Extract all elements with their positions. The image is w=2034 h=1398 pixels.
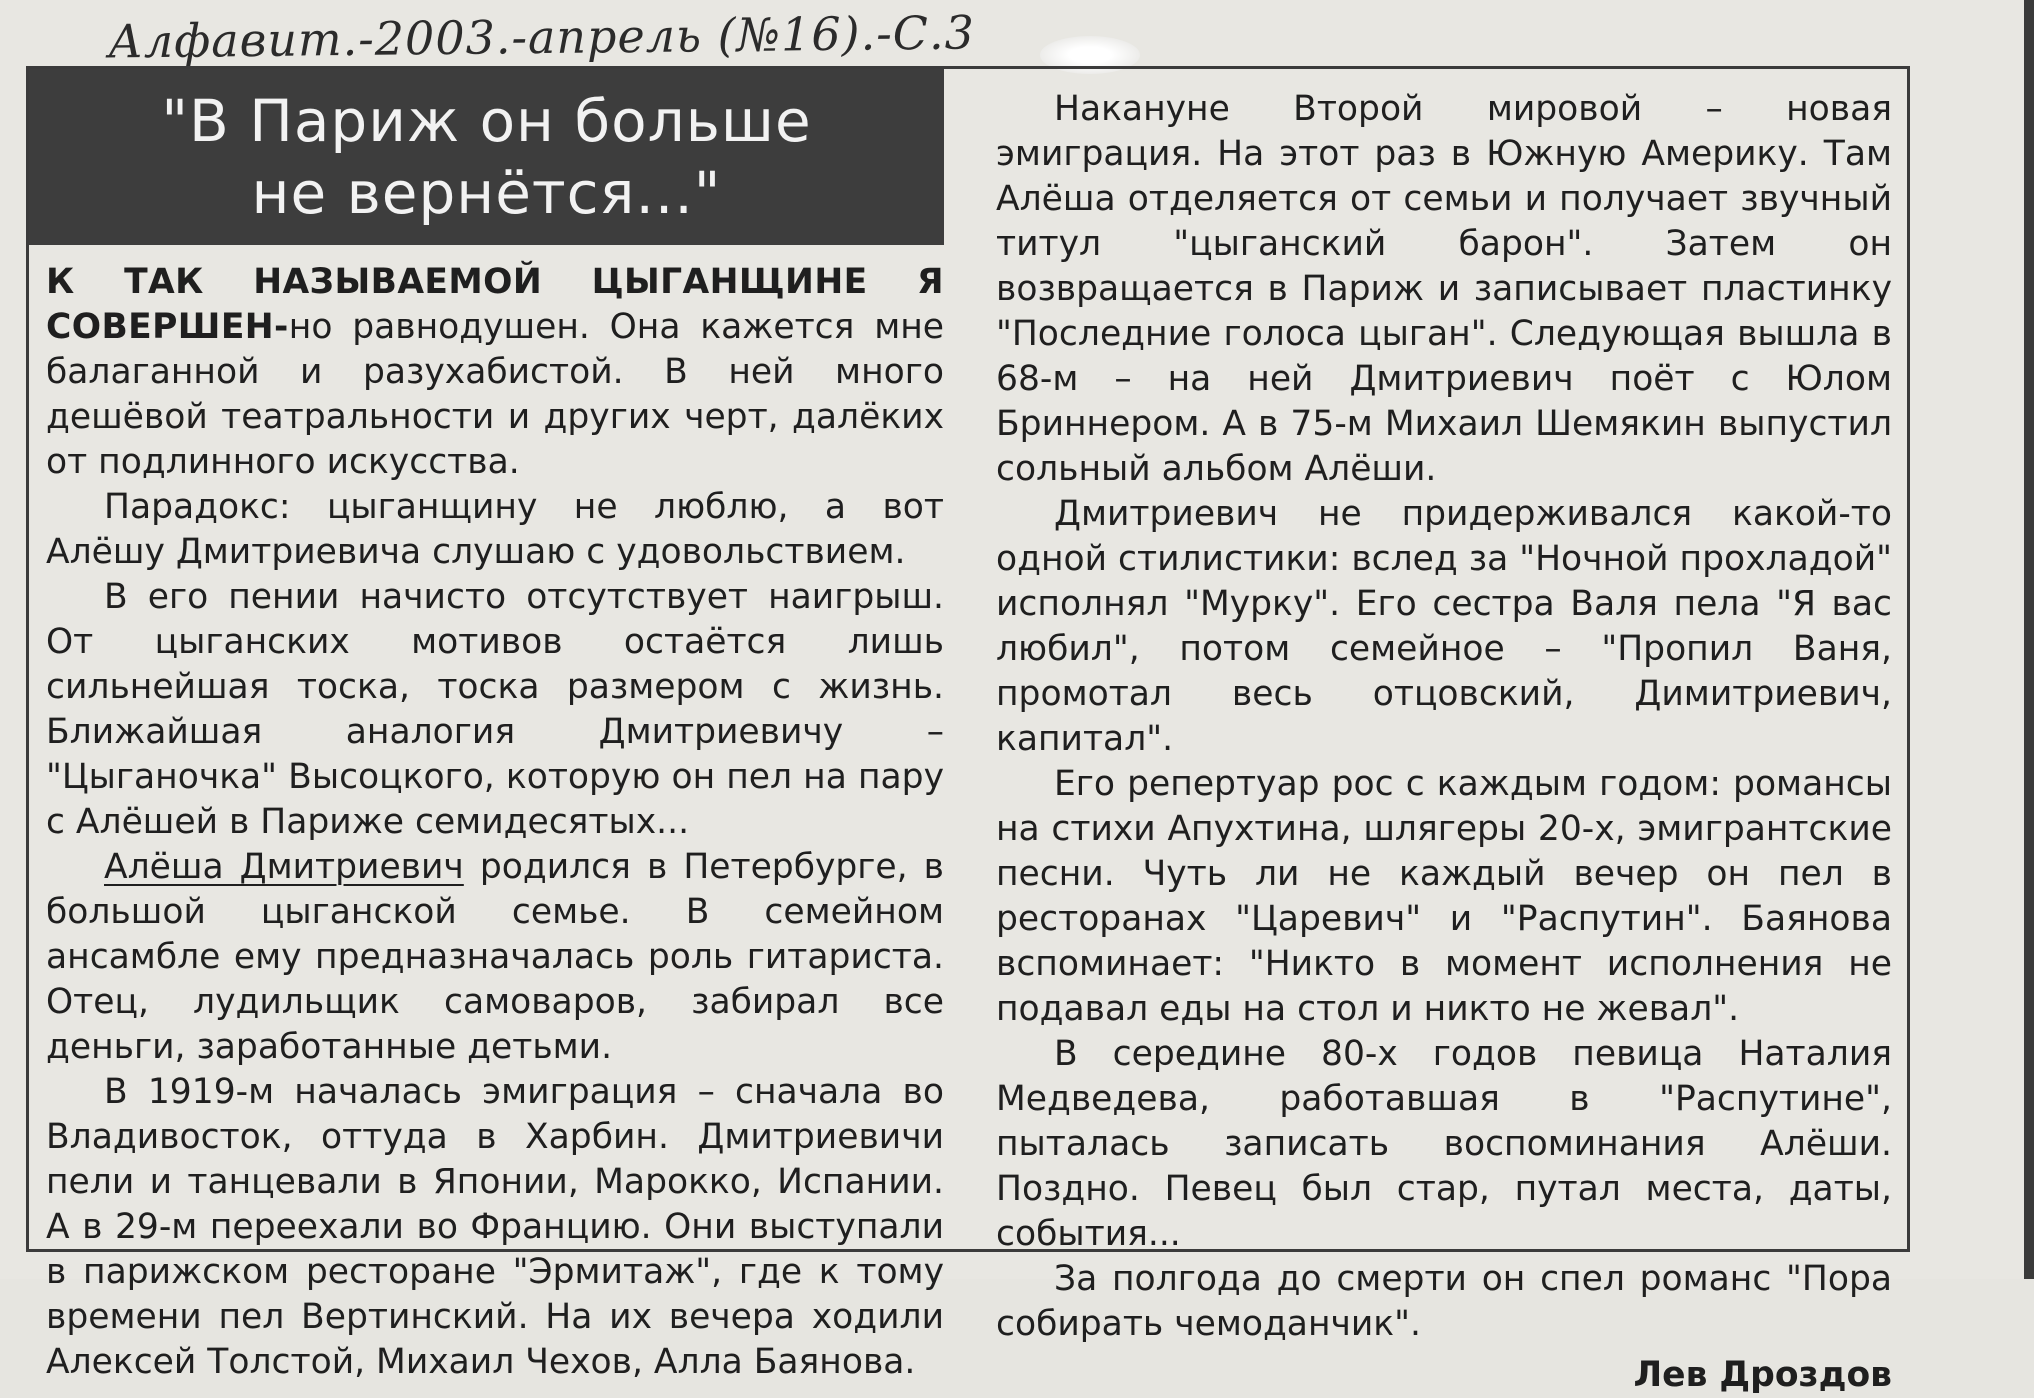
paragraph: В 1919-м началась эмиграция – сначала во Владивосток, оттуда в Харбин. Дмитриевичи пели и танцевали в Японии, Марокко, Испании. А в 29-м переехали во Францию. Они выступали в парижском ресторане "Эрмитаж", где к тому времени пел Вертинский. На их вечера ходили Алексей Толстой, Михаил Чехов, Алла Баянова. <box>46 1072 944 1382</box>
author-byline: Лев Дроздов <box>1633 1355 1892 1395</box>
paragraph: Его репертуар рос с каждым годом: романсы на стихи Апухтина, шлягеры 20-х, эмигрантские песни. Чуть ли не каждый вечер он пел в ресторанах "Царевич" и "Распутин". Баянова вспоминает: "Никто в момент исполнения не подавал еды на стол и никто не жевал". <box>996 764 1892 1029</box>
article-headline <box>29 69 944 245</box>
paragraph <box>46 845 944 1070</box>
paragraph: Парадокс: цыганщину не люблю, а вот Алёшу Дмитриевича слушаю с удовольствием. <box>46 487 944 572</box>
paragraph: Накануне Второй мировой – новая эмиграция. На этот раз в Южную Америку. Там Алёша отделяется от семьи и получает звучный титул "цыганский барон". Затем он возвращается в Париж и записывает пластинку "Последние голоса цыган". Следующая вышла в 68-м – на ней Дмитриевич поёт с Юлом Бриннером. А в 75-м Михаил Шемякин выпустил сольный альбом Алёши. <box>996 89 1892 489</box>
scan-edge <box>2024 0 2034 1279</box>
paragraph: В его пении начисто отсутствует наигрыш. От цыганских мотивов остаётся лишь сильнейшая тоска, тоска размером с жизнь. Ближайшая аналогия Дмитриевичу – "Цыганочка" Высоцкого, которую он пел на пару с Алёшей в Париже семидесятых... <box>46 577 944 842</box>
left-column <box>46 260 944 1385</box>
paragraph-lead <box>46 260 944 485</box>
handwritten-source-note: Алфавит.-2003.-апрель (№16).-С.3 <box>107 5 976 69</box>
paragraph-rest: родился в Петербурге, в большой цыганской семье. В семейном ансамбле ему предназначалась роль гитариста. Отец, лудильщик самоваров, забирал все деньги, заработанные детьми. <box>46 847 944 1067</box>
paragraph: За полгода до смерти он спел романс "Пора собирать чемоданчик". <box>996 1259 1892 1344</box>
lead-caps: К ТАК НАЗЫВАЕМОЙ ЦЫГАНЩИНЕ Я СОВЕРШЕН- <box>46 262 944 347</box>
right-column <box>996 87 1892 1398</box>
paragraph: Дмитриевич не придерживался какой-то одной стилистики: вслед за "Ночной прохладой" исполнял "Мурку". Его сестра Валя пела "Я вас любил", потом семейное – "Пропил Ваня, промотал весь отцовский, Димитриевич, капитал". <box>996 494 1892 759</box>
headline-line-2: не вернётся..." <box>251 159 722 227</box>
headline-line-1: "В Париж он больше <box>161 87 812 155</box>
paragraph: В середине 80-х годов певица Наталия Медведева, работавшая в "Распутине", пыталась записать воспоминания Алёши. Поздно. Певец был стар, путал места, даты, события... <box>996 1034 1892 1254</box>
lead-rest: но равнодушен. Она кажется мне балаганной и разухабистой. В ней много дешёвой театральности и других черт, далёких от подлинного искусства. <box>46 307 944 482</box>
underlined-name: Алёша Дмитриевич <box>104 847 464 887</box>
